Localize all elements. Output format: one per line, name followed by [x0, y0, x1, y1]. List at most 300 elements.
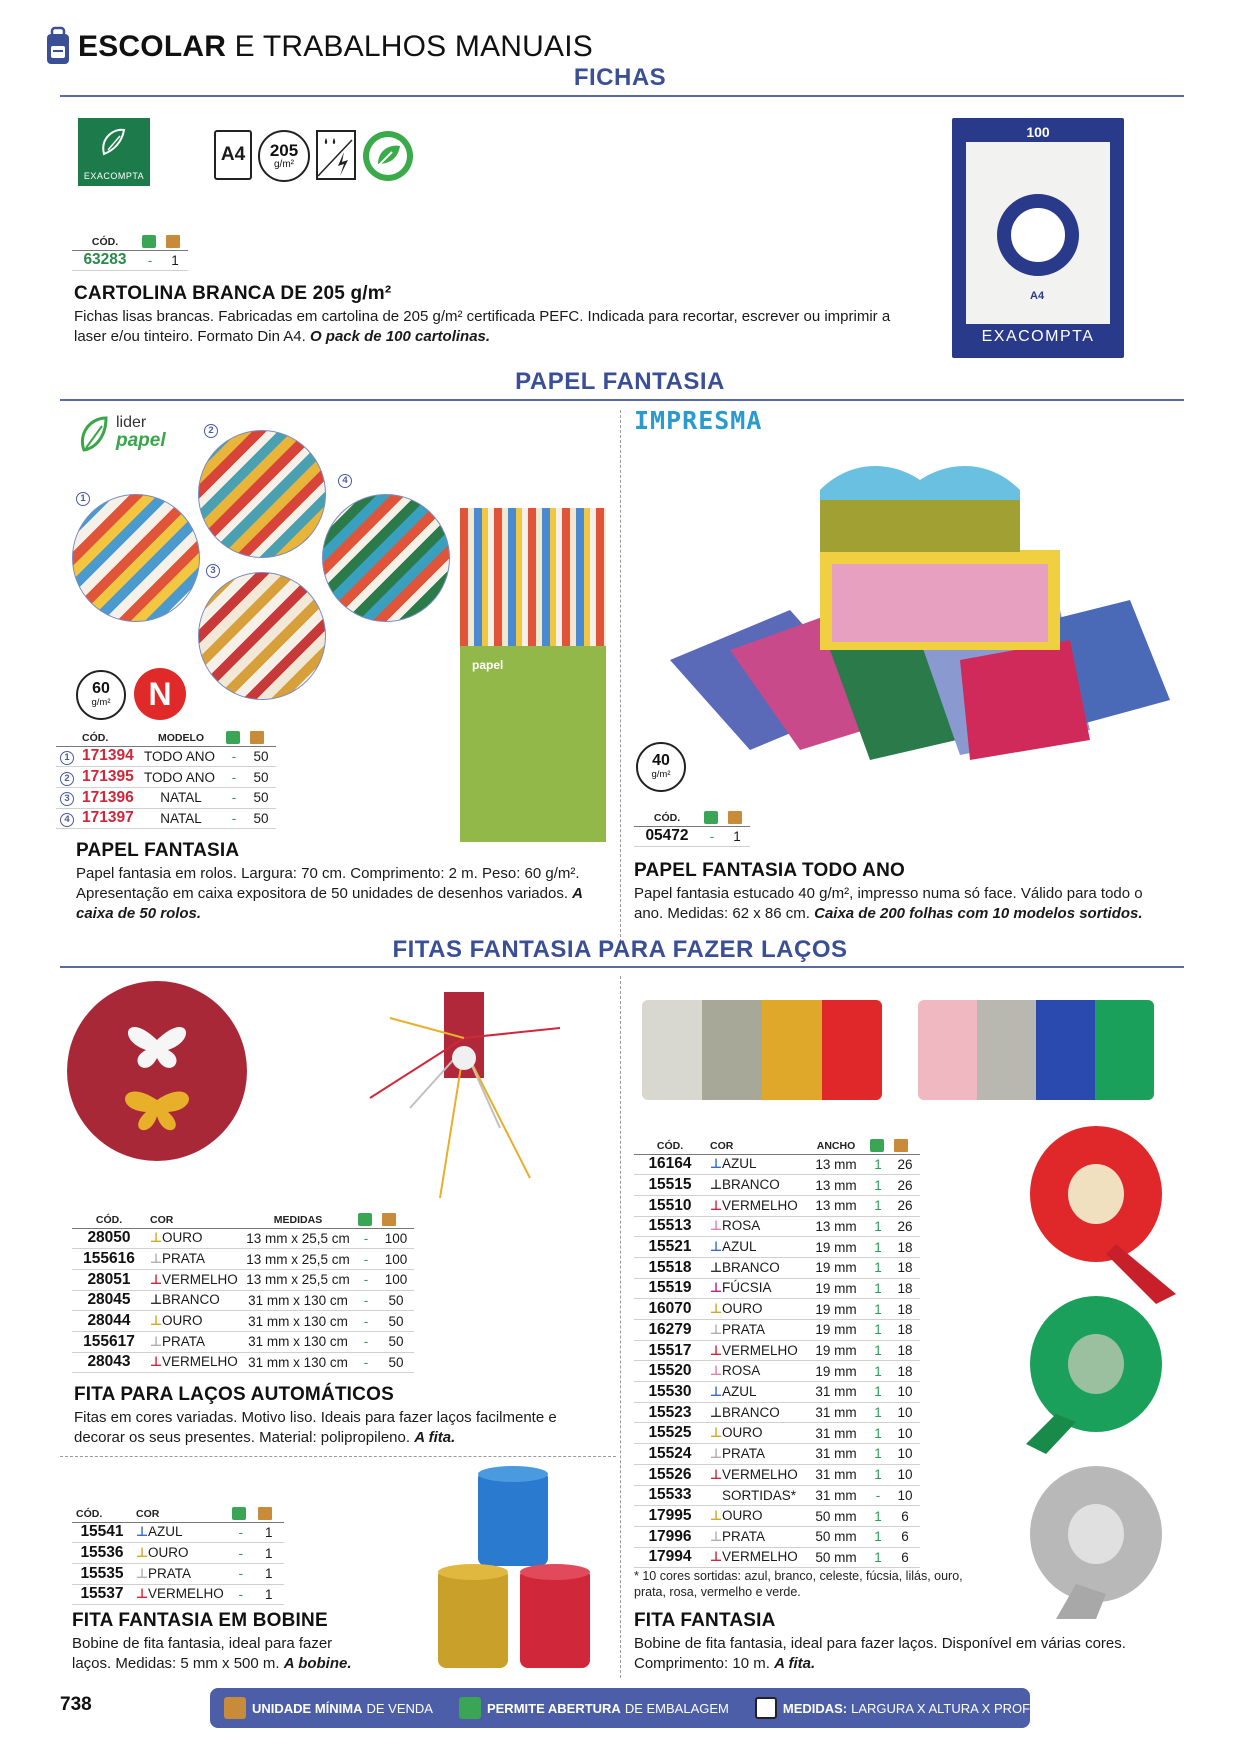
impresma-product-photo — [670, 460, 1170, 760]
open-value: - — [222, 787, 246, 808]
col-header-min — [378, 1210, 414, 1228]
product-code: 15515 — [634, 1175, 706, 1196]
color-name: PRATA — [162, 1251, 206, 1267]
open-value: - — [700, 826, 724, 847]
open-value: - — [222, 767, 246, 788]
desc-emphasis: A bobine. — [283, 1655, 352, 1672]
open-value: - — [354, 1228, 378, 1249]
product-code: 15510 — [634, 1195, 706, 1216]
color-swatch-icon: ⊥ — [710, 1259, 723, 1275]
color-cell — [706, 1340, 806, 1361]
col-header-code: CÓD. — [72, 1210, 146, 1228]
model: TODO ANO — [140, 767, 222, 788]
min-value: 6 — [890, 1526, 920, 1547]
color-name: OURO — [722, 1508, 763, 1524]
color-name: OURO — [722, 1301, 763, 1317]
min-value: 1 — [254, 1584, 284, 1605]
open-value: 1 — [866, 1154, 890, 1175]
product-desc-cartolina — [74, 307, 904, 347]
color-name: SORTIDAS* — [722, 1487, 797, 1503]
product-code: 15521 — [634, 1237, 706, 1258]
fita-bobine-table — [72, 1504, 284, 1605]
open-value: 1 — [866, 1402, 890, 1423]
open-value: 1 — [866, 1195, 890, 1216]
color-name: PRATA — [722, 1528, 766, 1544]
legend-open-rest: DE EMBALAGEM — [624, 1700, 729, 1716]
table-row — [634, 1278, 920, 1299]
color-cell — [132, 1522, 228, 1543]
ribbon-spools-right-photo — [1016, 1124, 1186, 1624]
table-row — [634, 1216, 920, 1237]
color-swatch-icon: ⊥ — [710, 1425, 723, 1441]
desc-emphasis: A fita. — [774, 1655, 816, 1672]
desc-emphasis: A caixa de 50 rolos. — [76, 885, 583, 922]
width-value: 31 mm — [806, 1464, 866, 1485]
section-divider — [60, 399, 1184, 401]
desc-emphasis: Caixa de 200 folhas com 10 modelos sortidos. — [814, 905, 1143, 922]
section-title-papel: PAPEL FANTASIA — [515, 368, 725, 395]
weight-unit: g/m² — [651, 769, 671, 780]
papel-lider-table — [56, 728, 276, 829]
color-cell — [706, 1361, 806, 1382]
section-divider — [60, 95, 1184, 97]
color-cell — [146, 1290, 242, 1311]
product-code: 17996 — [634, 1526, 706, 1547]
min-value: 26 — [890, 1216, 920, 1237]
box-icon — [166, 235, 180, 248]
table-row — [56, 787, 276, 808]
open-value: 1 — [866, 1175, 890, 1196]
min-value: 50 — [378, 1290, 414, 1311]
product-code: 155617 — [72, 1331, 146, 1352]
color-swatch-icon: ⊥ — [150, 1354, 163, 1370]
product-code: 15519 — [634, 1278, 706, 1299]
col-header-code: CÓD. — [634, 808, 700, 826]
size-value: 13 mm x 25,5 cm — [242, 1228, 354, 1249]
row-num: 4 — [56, 808, 78, 829]
width-value: 13 mm — [806, 1216, 866, 1237]
width-value: 19 mm — [806, 1340, 866, 1361]
fichas-code-table — [72, 232, 188, 271]
table-row — [634, 1547, 920, 1568]
table-row — [634, 1444, 920, 1465]
circle-label-2: 2 — [204, 424, 218, 438]
open-value: - — [866, 1485, 890, 1506]
a4-format-icon: A4 — [214, 130, 252, 180]
box-icon — [250, 731, 264, 744]
width-value: 13 mm — [806, 1154, 866, 1175]
table-row — [72, 1311, 414, 1332]
open-value: - — [354, 1331, 378, 1352]
min-value: 10 — [890, 1464, 920, 1485]
color-cell — [706, 1444, 806, 1465]
color-name: BRANCO — [162, 1292, 220, 1308]
ribbon-bow-photo — [66, 980, 248, 1162]
header-title-bold: ESCOLAR — [78, 30, 227, 63]
weight-value: 205 — [269, 141, 299, 160]
table-row — [72, 1563, 284, 1584]
open-value: - — [354, 1352, 378, 1373]
color-swatch-icon: ⊥ — [150, 1313, 163, 1329]
col-header-min — [162, 232, 188, 250]
product-code: 15523 — [634, 1402, 706, 1423]
color-name: VERMELHO — [722, 1197, 798, 1213]
open-value: 1 — [866, 1423, 890, 1444]
min-value: 100 — [378, 1269, 414, 1290]
color-swatch-icon: ⊥ — [710, 1239, 723, 1255]
lider-logo-top: lider — [116, 414, 147, 431]
width-value: 13 mm — [806, 1195, 866, 1216]
wrap-roll-photo-3 — [198, 572, 326, 700]
color-swatch-icon: ⊥ — [710, 1528, 723, 1544]
min-value: 50 — [246, 746, 276, 767]
color-swatch-icon: ⊥ — [136, 1524, 149, 1540]
product-title-cartolina: CARTOLINA BRANCA DE 205 g/m² — [74, 283, 392, 304]
col-header-open — [866, 1136, 890, 1154]
product-title-papel-fantasia: PAPEL FANTASIA — [76, 840, 240, 861]
color-cell — [706, 1464, 806, 1485]
pack-format-label: A4 — [1030, 290, 1045, 302]
size-value: 31 mm x 130 cm — [242, 1290, 354, 1311]
width-value: 19 mm — [806, 1361, 866, 1382]
color-swatch-icon: ⊥ — [710, 1342, 723, 1358]
open-value: 1 — [866, 1299, 890, 1320]
min-value: 50 — [378, 1331, 414, 1352]
product-code: 28050 — [72, 1228, 146, 1249]
col-header-size: MEDIDAS — [242, 1210, 354, 1228]
color-cell — [706, 1423, 806, 1444]
color-swatch-icon: ⊥ — [710, 1445, 723, 1461]
circle-label-3: 3 — [206, 564, 220, 578]
legend-min-bold: UNIDADE MÍNIMA — [252, 1700, 363, 1716]
color-swatch-icon: ⊥ — [136, 1586, 149, 1602]
new-product-badge: N — [134, 668, 186, 720]
open-value: - — [354, 1311, 378, 1332]
min-value: 1 — [254, 1543, 284, 1564]
weight-60-badge — [76, 670, 126, 720]
desc-text: Papel fantasia em rolos. Largura: 70 cm. Comprimento: 2 m. Peso: 60 g/m². Apresentação em caixa expositora de 50 unidades de desenhos variados. — [76, 865, 580, 902]
color-name: VERMELHO — [148, 1586, 224, 1602]
table-row — [634, 1423, 920, 1444]
exacompta-leaf-icon — [78, 118, 150, 166]
color-cell — [706, 1257, 806, 1278]
open-package-icon — [226, 731, 240, 744]
column-divider — [620, 976, 621, 1678]
min-value: 10 — [890, 1485, 920, 1506]
product-code: 15541 — [72, 1522, 132, 1543]
color-cell — [132, 1563, 228, 1584]
fita-lacos-table — [72, 1210, 414, 1373]
open-package-icon — [142, 235, 156, 248]
color-swatch-icon: ⊥ — [710, 1383, 723, 1399]
col-header-min — [890, 1136, 920, 1154]
width-value: 31 mm — [806, 1485, 866, 1506]
min-value: 100 — [378, 1249, 414, 1270]
table-row — [72, 1228, 414, 1249]
table-row — [634, 1299, 920, 1320]
column-divider — [620, 410, 621, 942]
color-name: FÚCSIA — [722, 1280, 772, 1296]
product-code: 15520 — [634, 1361, 706, 1382]
color-swatch-icon: ⊥ — [710, 1197, 723, 1213]
product-code: 15530 — [634, 1382, 706, 1403]
size-value: 31 mm x 130 cm — [242, 1352, 354, 1373]
width-value: 31 mm — [806, 1444, 866, 1465]
table-row — [72, 1290, 414, 1311]
table-row — [72, 1352, 414, 1373]
product-code: 15535 — [72, 1563, 132, 1584]
color-cell — [706, 1485, 806, 1506]
table-row — [634, 1464, 920, 1485]
open-value: 1 — [866, 1340, 890, 1361]
product-title-fita-fantasia: FITA FANTASIA — [634, 1610, 776, 1631]
min-value: 1 — [254, 1522, 284, 1543]
wrap-display-rolls — [460, 508, 606, 646]
box-icon — [894, 1139, 908, 1152]
color-swatch-icon: ⊥ — [150, 1333, 163, 1349]
ruler-icon — [755, 1697, 777, 1719]
product-code: 16279 — [634, 1320, 706, 1341]
open-package-icon — [704, 811, 718, 824]
col-header-code: CÓD. — [78, 728, 140, 746]
col-header-model: MODELO — [140, 728, 222, 746]
exacompta-logo-text: EXACOMPTA — [83, 171, 145, 181]
open-value: 1 — [866, 1257, 890, 1278]
legend-min-rest: DE VENDA — [366, 1700, 433, 1716]
open-value: - — [138, 250, 162, 271]
legend-open-bold: PERMITE ABERTURA — [486, 1700, 621, 1716]
min-value: 18 — [890, 1320, 920, 1341]
col-header-color: COR — [146, 1210, 242, 1228]
color-name: PRATA — [722, 1445, 766, 1461]
color-name: AZUL — [722, 1383, 757, 1399]
width-value: 19 mm — [806, 1237, 866, 1258]
col-header-color: COR — [132, 1504, 228, 1522]
color-cell — [146, 1331, 242, 1352]
color-swatch-icon: ⊥ — [710, 1280, 723, 1296]
table-row — [634, 826, 750, 847]
product-code: 171395 — [78, 767, 140, 788]
color-swatch-icon: ⊥ — [710, 1404, 723, 1420]
ribbon-rolls-photo-1 — [642, 1000, 882, 1100]
color-name: BRANCO — [722, 1177, 780, 1193]
table-row — [634, 1506, 920, 1527]
color-cell — [132, 1584, 228, 1605]
color-cell — [706, 1154, 806, 1175]
color-name: PRATA — [162, 1333, 206, 1349]
open-value: - — [354, 1269, 378, 1290]
section-title-fitas: FITAS FANTASIA PARA FAZER LAÇOS — [392, 936, 848, 963]
product-code: 15517 — [634, 1340, 706, 1361]
color-name: VERMELHO — [162, 1271, 238, 1287]
desc-text: Papel fantasia estucado 40 g/m², impresso numa só face. Válido para todo o ano. Medidas: 62 x 86 cm. — [634, 885, 1143, 922]
product-code: 16070 — [634, 1299, 706, 1320]
min-value: 18 — [890, 1237, 920, 1258]
width-value: 19 mm — [806, 1299, 866, 1320]
papel-impresma-table — [634, 808, 750, 847]
product-code: 171397 — [78, 808, 140, 829]
color-swatch-icon: ⊥ — [710, 1156, 723, 1172]
table-row — [634, 1237, 920, 1258]
eco-leaf-icon — [362, 130, 414, 182]
size-value: 13 mm x 25,5 cm — [242, 1249, 354, 1270]
desc-emphasis: O pack de 100 cartolinas. — [309, 328, 491, 345]
product-code: 15533 — [634, 1485, 706, 1506]
table-row — [72, 1249, 414, 1270]
wrap-roll-photo-4 — [322, 494, 450, 622]
color-cell — [146, 1311, 242, 1332]
color-swatch-icon: ⊥ — [710, 1177, 723, 1193]
open-value: 1 — [866, 1444, 890, 1465]
min-value: 6 — [890, 1547, 920, 1568]
min-value: 50 — [246, 787, 276, 808]
table-row — [634, 1340, 920, 1361]
product-code: 28043 — [72, 1352, 146, 1373]
product-code: 17995 — [634, 1506, 706, 1527]
open-value: 1 — [866, 1382, 890, 1403]
wrap-roll-photo-1 — [72, 494, 200, 622]
table-row — [634, 1485, 920, 1506]
product-code: 171394 — [78, 746, 140, 767]
open-value: 1 — [866, 1547, 890, 1568]
open-value: 1 — [866, 1464, 890, 1485]
lider-papel-logo — [76, 412, 186, 456]
open-value: 1 — [866, 1361, 890, 1382]
min-value: 18 — [890, 1340, 920, 1361]
col-header-width: ANCHO — [806, 1136, 866, 1154]
product-code: 63283 — [72, 250, 138, 271]
row-divider — [60, 1456, 616, 1457]
color-swatch-icon: ⊥ — [150, 1271, 163, 1287]
size-value: 13 mm x 25,5 cm — [242, 1269, 354, 1290]
legend-measures-bold: MEDIDAS: — [782, 1700, 848, 1716]
row-num: 2 — [56, 767, 78, 788]
width-value: 50 mm — [806, 1506, 866, 1527]
product-code: 15513 — [634, 1216, 706, 1237]
open-value: - — [222, 746, 246, 767]
min-value: 1 — [254, 1563, 284, 1584]
col-header-min — [246, 728, 276, 746]
box-icon — [382, 1213, 396, 1226]
desc-text: Fitas em cores variadas. Motivo liso. Ideais para fazer laços facilmente e decorar os seus presentes. Material: polipropileno. — [74, 1409, 557, 1446]
open-value: 1 — [866, 1506, 890, 1527]
color-name: OURO — [162, 1230, 203, 1246]
open-value: - — [228, 1563, 254, 1584]
model: TODO ANO — [140, 746, 222, 767]
min-value: 26 — [890, 1154, 920, 1175]
col-header-min — [724, 808, 750, 826]
product-title-todo-ano: PAPEL FANTASIA TODO ANO — [634, 860, 905, 881]
col-header-code: CÓD. — [72, 1504, 132, 1522]
width-value: 19 mm — [806, 1320, 866, 1341]
color-cell — [132, 1543, 228, 1564]
product-code: 15518 — [634, 1257, 706, 1278]
model: NATAL — [140, 787, 222, 808]
min-value: 10 — [890, 1444, 920, 1465]
open-value: - — [354, 1249, 378, 1270]
table-row — [634, 1175, 920, 1196]
min-value: 100 — [378, 1228, 414, 1249]
product-code: 15525 — [634, 1423, 706, 1444]
open-value: 1 — [866, 1278, 890, 1299]
wrap-display-box — [460, 646, 606, 842]
color-cell — [706, 1299, 806, 1320]
lider-leaf-icon — [76, 412, 112, 456]
product-title-bobine: FITA FANTASIA EM BOBINE — [72, 1610, 328, 1631]
color-swatch-icon: ⊥ — [150, 1230, 163, 1246]
product-desc-papel-fantasia — [76, 864, 606, 924]
product-code: 16164 — [634, 1154, 706, 1175]
table-row — [634, 1526, 920, 1547]
legend-bar — [210, 1688, 1098, 1728]
open-package-icon — [870, 1139, 884, 1152]
color-name: VERMELHO — [722, 1466, 798, 1482]
color-name: VERMELHO — [722, 1342, 798, 1358]
legend-min-unit — [224, 1697, 433, 1719]
col-header-open — [228, 1504, 254, 1522]
ribbon-rolls-photo-2 — [918, 1000, 1154, 1100]
min-value: 18 — [890, 1361, 920, 1382]
table-row — [72, 250, 188, 271]
product-code: 05472 — [634, 826, 700, 847]
desc-text: Bobine de fita fantasia, ideal para fazer laços. Medidas: 5 mm x 500 m. — [72, 1635, 333, 1672]
min-value: 6 — [890, 1506, 920, 1527]
product-code: 28045 — [72, 1290, 146, 1311]
color-cell — [146, 1352, 242, 1373]
open-value: 1 — [866, 1526, 890, 1547]
min-value: 50 — [378, 1311, 414, 1332]
circle-label-4: 4 — [338, 474, 352, 488]
color-cell — [146, 1269, 242, 1290]
min-value: 26 — [890, 1175, 920, 1196]
width-value: 19 mm — [806, 1257, 866, 1278]
color-cell — [706, 1382, 806, 1403]
color-cell — [706, 1237, 806, 1258]
color-swatch-icon: ⊥ — [710, 1508, 723, 1524]
open-value: - — [228, 1543, 254, 1564]
fita-fantasia-table — [634, 1136, 920, 1568]
product-code: 155616 — [72, 1249, 146, 1270]
min-value: 10 — [890, 1382, 920, 1403]
col-header-code: CÓD. — [72, 232, 138, 250]
color-swatch-icon: ⊥ — [710, 1218, 723, 1234]
width-value: 31 mm — [806, 1423, 866, 1444]
table-row — [72, 1584, 284, 1605]
desc-text: Bobine de fita fantasia, ideal para fazer laços. Disponível em várias cores. Comprimento: 10 m. — [634, 1635, 1126, 1672]
cartolina-pack-photo — [952, 118, 1124, 358]
section-title-fichas: FICHAS — [573, 64, 667, 91]
color-cell — [706, 1506, 806, 1527]
size-value: 31 mm x 130 cm — [242, 1331, 354, 1352]
box-icon — [224, 1697, 246, 1719]
legend-measures — [755, 1697, 1098, 1719]
width-value: 50 mm — [806, 1547, 866, 1568]
color-name: BRANCO — [722, 1404, 780, 1420]
page-header-title — [78, 30, 593, 64]
table-row — [72, 1269, 414, 1290]
circle-label-1: 1 — [76, 492, 90, 506]
min-value: 10 — [890, 1423, 920, 1444]
weight-unit: g/m² — [274, 159, 294, 170]
desc-emphasis: A fita. — [414, 1429, 456, 1446]
col-header-open — [354, 1210, 378, 1228]
color-name: VERMELHO — [722, 1549, 798, 1565]
row-num: 1 — [56, 746, 78, 767]
table-row — [56, 808, 276, 829]
color-cell — [706, 1320, 806, 1341]
pack-ring — [997, 194, 1079, 276]
legend-measures-rest: LARGURA X ALTURA X PROFUNDIDADE — [851, 1700, 1098, 1716]
